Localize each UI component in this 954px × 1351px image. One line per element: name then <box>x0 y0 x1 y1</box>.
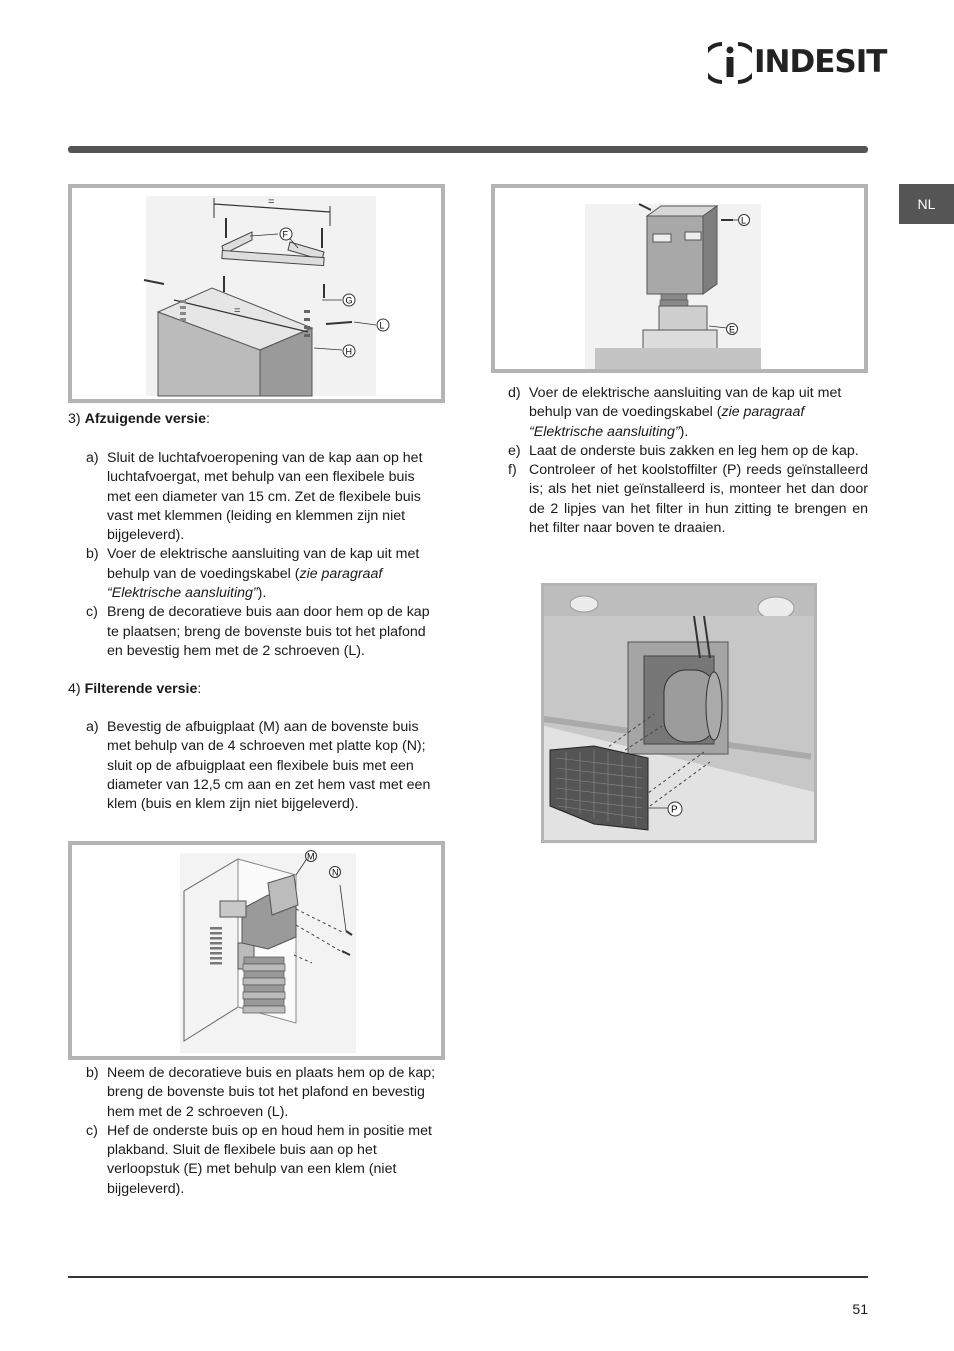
section-4-heading: 4) Filterende versie: <box>68 681 202 697</box>
list-item: e) Laat de onderste buis zakken en leg hem op de kap. <box>508 442 859 459</box>
section-number: 3) <box>68 411 81 427</box>
section-3-steps <box>86 449 442 661</box>
figure-carbon-filter <box>541 583 817 843</box>
list-item: c) Hef de onderste buis op en houd hem in positie met plakband. Sluit de flexibele buis aan op het verloopstuk (E) met behulp van een klem (niet bijgeleverd). <box>86 1122 432 1197</box>
section-4-step-a <box>86 718 446 814</box>
bracket-assembly-illustration <box>72 188 441 399</box>
deflector-plate-illustration <box>72 845 441 1056</box>
list-item: f) Controleer of het koolstoffilter (P) reeds geïnstalleerd is; als het niet geïnstalleerd is, monteer het dan door de 2 lipjes van het filter in hun zitting te brengen en het filter naar boven te draaien. <box>508 462 868 537</box>
section-4-steps-continued <box>86 1064 446 1199</box>
label-g: G <box>345 295 353 306</box>
label-l: L <box>379 320 385 331</box>
page-number: 51 <box>852 1301 868 1317</box>
figure-deflector-plate <box>68 841 445 1060</box>
label-f: F <box>282 229 288 240</box>
footer-divider <box>68 1276 868 1278</box>
label-p: P <box>671 804 678 816</box>
duct-connection-illustration <box>495 188 864 369</box>
figure-duct-connection <box>491 184 868 373</box>
right-column-steps <box>508 384 868 538</box>
figure-assembly-brackets <box>68 184 445 403</box>
section-number: 4) <box>68 681 81 697</box>
list-item: a) Sluit de luchtafvoeropening van de kap aan op het luchtafvoergat, met behulp van een flexibele buis met een diameter van 15 cm. Zet de flexibele buis vast met klemmen (leiding en klemmen zijn niet bijgeleverd). <box>86 450 423 544</box>
section-title: Afzuigende versie <box>84 411 206 427</box>
label-l: L <box>741 215 747 226</box>
carbon-filter-illustration <box>544 586 814 840</box>
list-item: b) Voer de elektrische aansluiting van de kap uit met behulp van de voedingskabel (zie paragraaf “Elektrische aansluiting”). <box>86 546 420 602</box>
list-item: d) Voer de elektrische aansluiting van de kap uit met behulp van de voedingskabel (zie paragraaf “Elektrische aansluiting”). <box>508 385 842 440</box>
section-3-heading: 3) Afzuigende versie: <box>68 411 210 427</box>
dimension-equal-mid: = <box>234 305 241 317</box>
label-n: N <box>332 867 339 878</box>
language-tab: NL <box>899 184 954 224</box>
list-item: a) Bevestig de afbuigplaat (M) aan de bovenste buis met behulp van de 4 schroeven met platte kop (N); sluit op de afbuigplaat een flexibele buis met een diameter van 12,5 cm aan en zet hem vast met een klem (buis en klem zijn niet bijgeleverd). <box>86 719 431 813</box>
indesit-logo <box>708 40 887 86</box>
brand-name: INDESIT <box>754 44 887 80</box>
section-title: Filterende versie <box>84 681 198 697</box>
label-m: M <box>307 851 315 862</box>
dimension-equal-top: = <box>268 196 275 208</box>
list-item: c) Breng de decoratieve buis aan door hem op de kap te plaatsen; breng de bovenste buis tot het plafond en bevestig hem met de 2 schroeven (L). <box>86 604 430 659</box>
label-h: H <box>345 346 352 357</box>
indesit-logo-icon <box>708 40 752 86</box>
header-divider <box>68 146 868 153</box>
list-item: b) Neem de decoratieve buis en plaats hem op de kap; breng de bovenste buis tot het plafond en bevestig hem met de 2 schroeven (L). <box>86 1065 436 1120</box>
label-e: E <box>729 324 736 335</box>
